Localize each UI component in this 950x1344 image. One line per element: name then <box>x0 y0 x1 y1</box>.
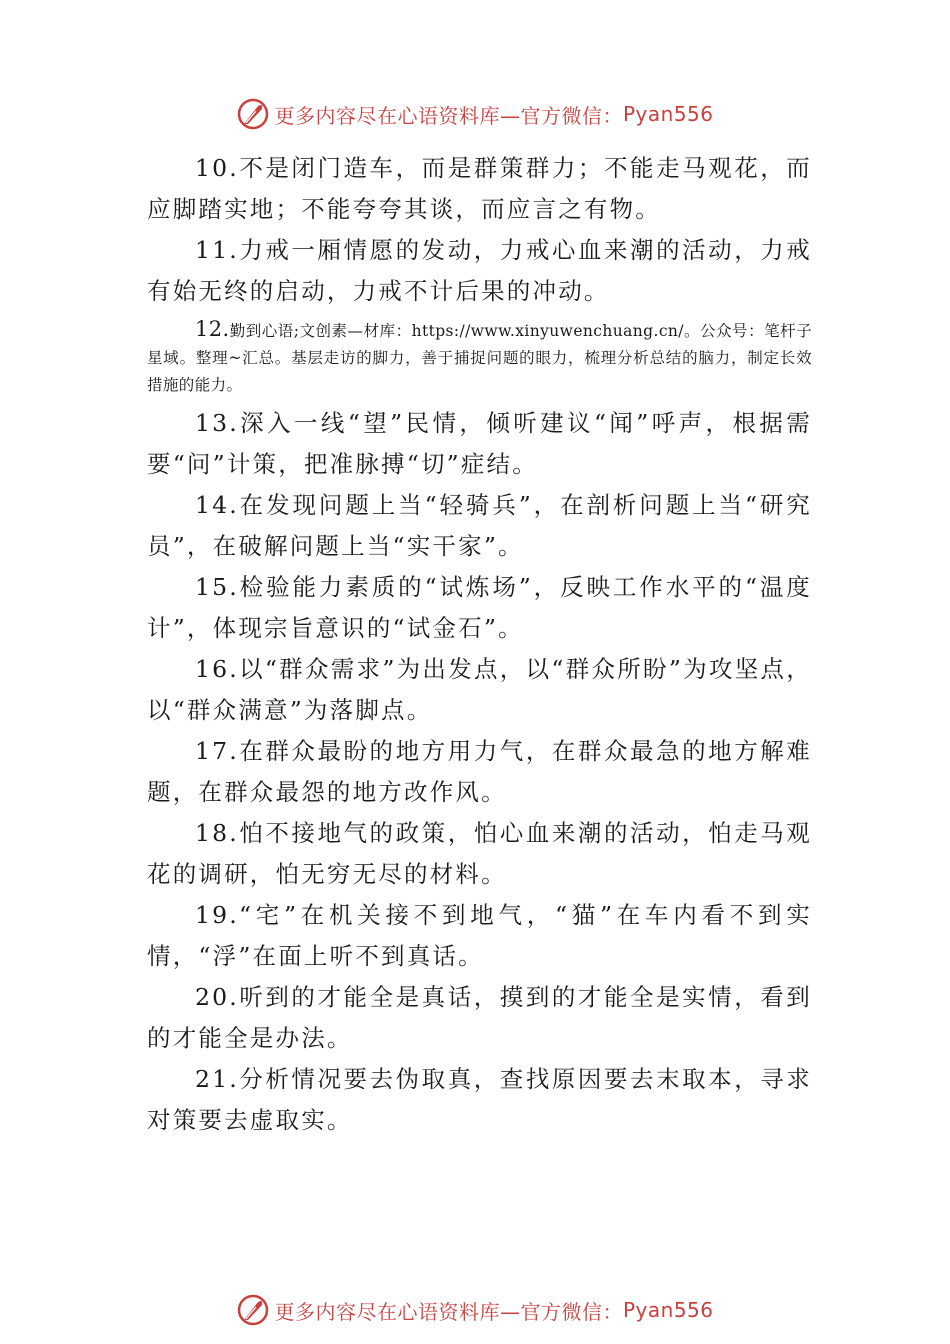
paragraph-16: 16.以“群众需求”为出发点，以“群众所盼”为攻坚点，以“群众满意”为落脚点。 <box>147 655 812 724</box>
banner-text: 更多内容尽在心语资料库—官方微信： <box>274 103 623 128</box>
document-body <box>147 148 812 1141</box>
paragraph-18: 18.怕不接地气的政策，怕心血来潮的活动，怕走马观花的调研，怕无穷无尽的材料。 <box>147 819 812 888</box>
paragraph-10: 10.不是闭门造车，而是群策群力；不能走马观花，而应脚踏实地；不能夸夸其谈，而应言之有物。 <box>147 154 812 223</box>
paragraph-13: 13.深入一线“望”民情，倾听建议“闻”呼声，根据需要“问”计策，把准脉搏“切”症结。 <box>147 409 812 478</box>
footer-banner-text: 更多内容尽在心语资料库—官方微信： <box>274 1299 623 1324</box>
banner-wechat-id: Pyan556 <box>622 102 714 126</box>
paragraph-17: 17.在群众最盼的地方用力气，在群众最急的地方解难题，在群众最怨的地方改作风。 <box>147 737 812 806</box>
paragraph-12-number: 12. <box>195 317 230 341</box>
header-banner <box>0 94 950 134</box>
footer-banner <box>0 1290 950 1330</box>
quill-pen-circle-icon <box>236 1293 270 1327</box>
paragraph-19: 19.“宅”在机关接不到地气，“猫”在车内看不到实情，“浮”在面上听不到真话。 <box>147 901 812 970</box>
paragraph-14: 14.在发现问题上当“轻骑兵”，在剖析问题上当“研究员”，在破解问题上当“实干家”。 <box>147 491 812 560</box>
paragraph-15: 15.检验能力素质的“试炼场”，反映工作水平的“温度计”，体现宗旨意识的“试金石”。 <box>147 573 812 642</box>
paragraph-20: 20.听到的才能全是真话，摸到的才能全是实情，看到的才能全是办法。 <box>147 983 812 1052</box>
paragraph-21: 21.分析情况要去伪取真，查找原因要去末取本，寻求对策要去虚取实。 <box>147 1065 812 1134</box>
footer-wechat-id: Pyan556 <box>622 1298 714 1322</box>
paragraph-12-text: 勤到心语;文创素—材库：https://www.xinyuwenchuang.cn/。公众号：笔杆子星域。整理~汇总。基层走访的脚力，善于捕捉问题的眼力，梳理分析总结的脑力，制定长效措施的能力。 <box>147 322 812 394</box>
paragraph-11: 11.力戒一厢情愿的发动，力戒心血来潮的活动，力戒有始无终的启动，力戒不计后果的冲动。 <box>147 236 812 305</box>
quill-pen-circle-icon <box>236 97 270 131</box>
paragraph-12 <box>147 316 812 399</box>
